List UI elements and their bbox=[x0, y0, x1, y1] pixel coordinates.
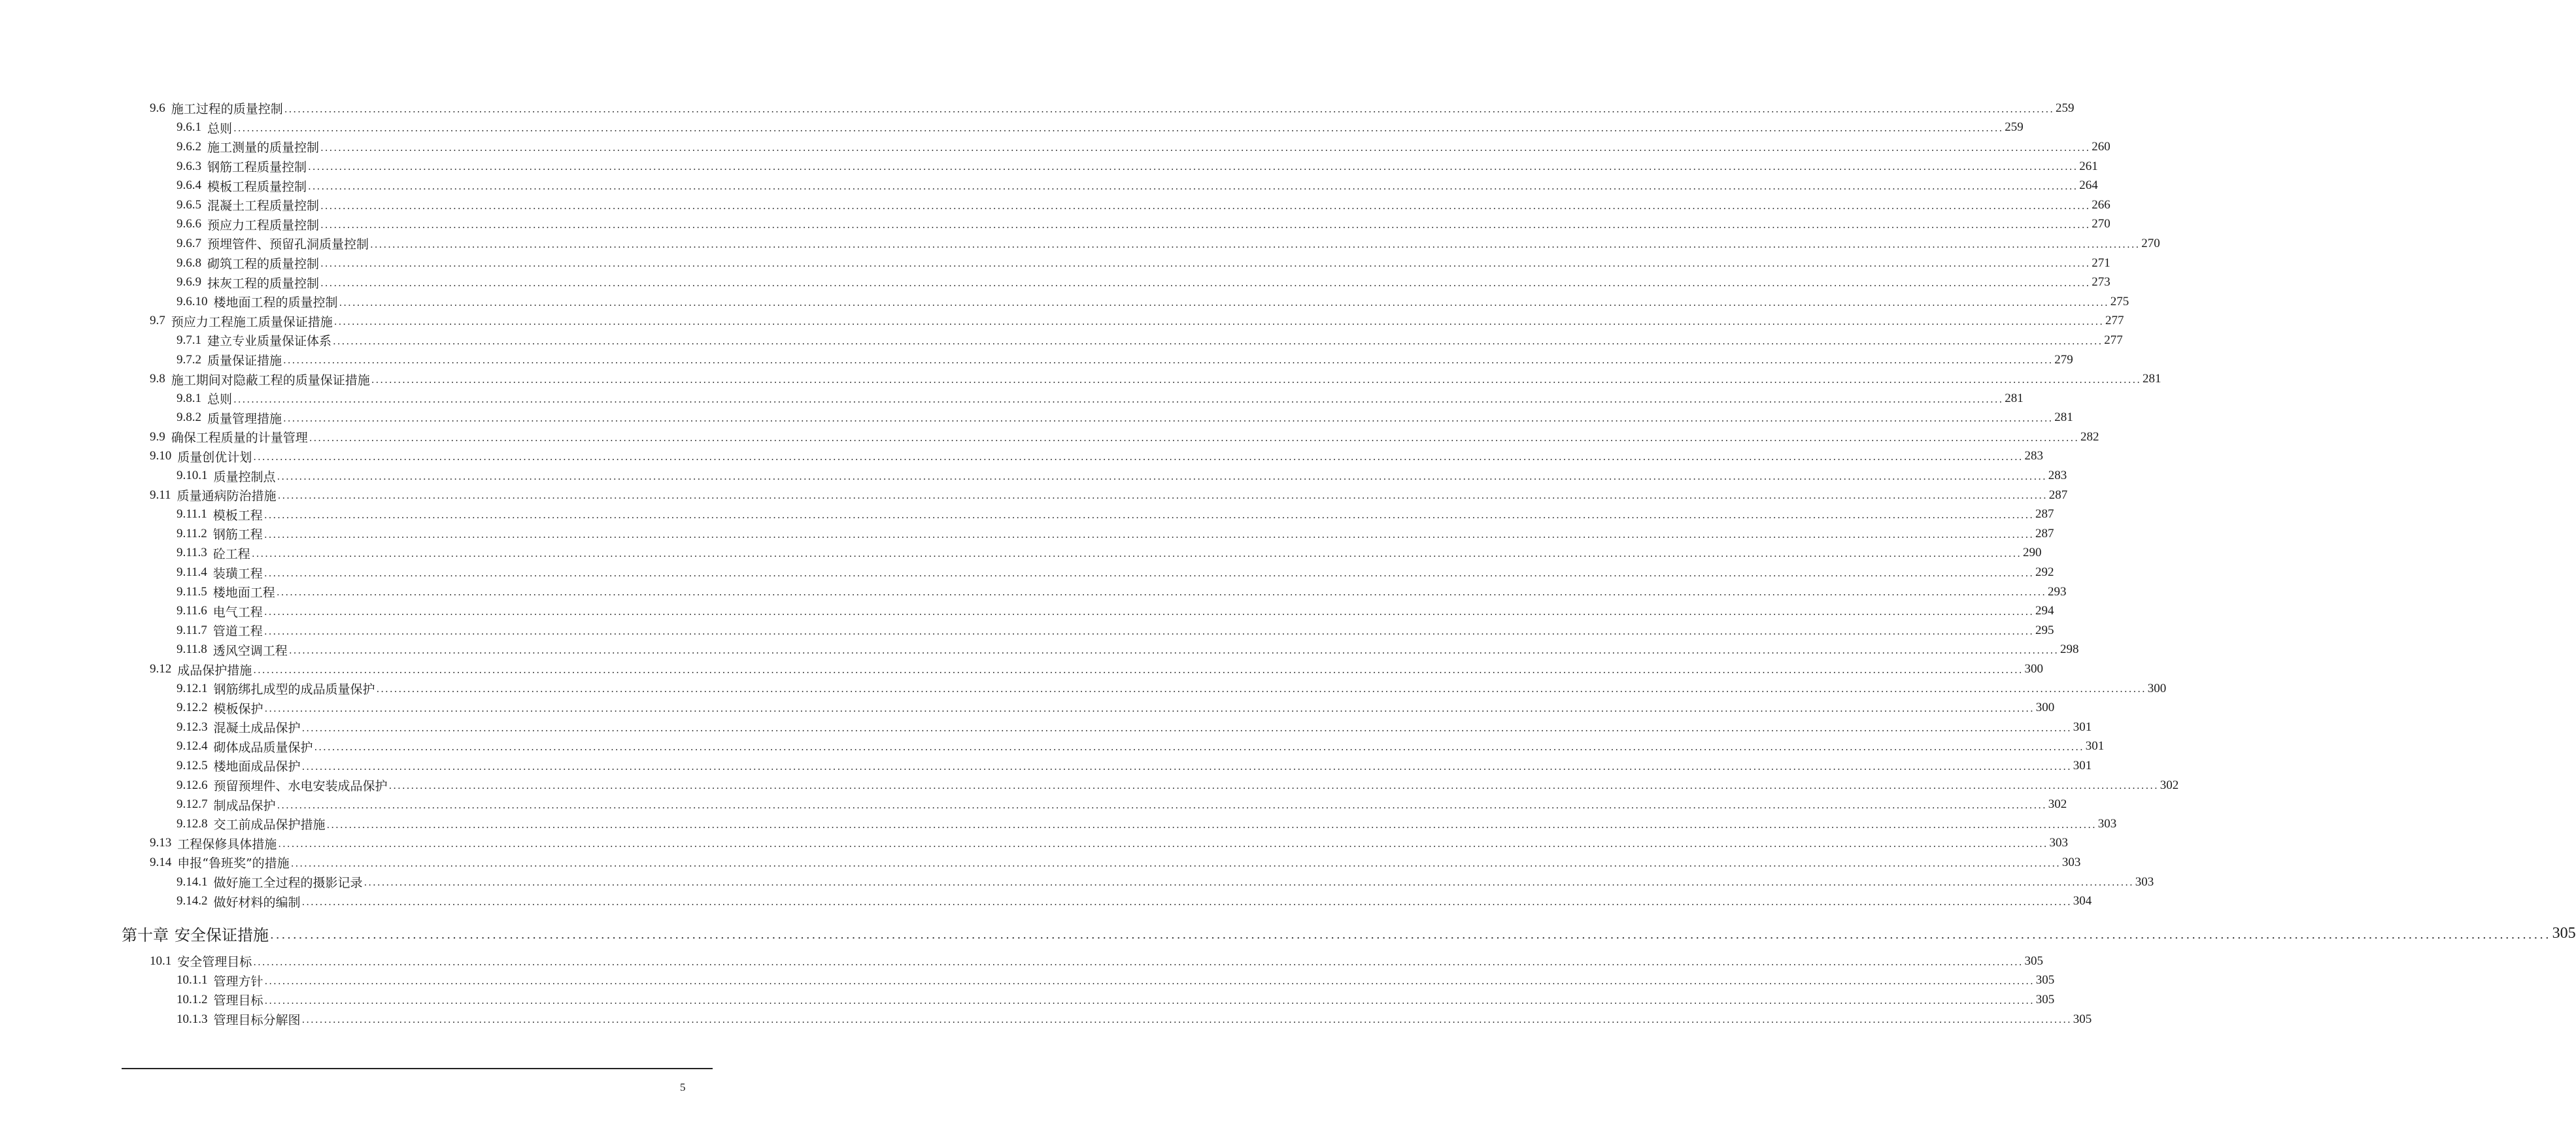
toc-entry-number: 9.7.1 bbox=[177, 333, 201, 347]
toc-entry-number: 9.12.8 bbox=[177, 816, 208, 831]
toc-entry[interactable] bbox=[0, 447, 2043, 467]
toc-entry-page: 281 bbox=[2054, 410, 2073, 425]
toc-entry-page: 301 bbox=[2073, 758, 2092, 773]
toc-entry-title: 预埋管件、预留孔洞质量控制 bbox=[207, 237, 369, 252]
footer-divider bbox=[122, 1068, 713, 1069]
toc-entry-page: 264 bbox=[2079, 178, 2098, 193]
toc-entry-number: 9.12.6 bbox=[177, 778, 208, 792]
toc-entry-title: 质量创优计划 bbox=[177, 450, 252, 465]
toc-entry-page: 282 bbox=[2080, 429, 2099, 444]
toc-entry-number: 9.6.8 bbox=[177, 256, 201, 270]
toc-entry[interactable] bbox=[0, 952, 2043, 971]
toc-entry-number: 9.6.1 bbox=[177, 120, 201, 135]
toc-dot-leader: ................................................................................................................................................................................................................................................................................................................................................................................................................ bbox=[314, 741, 2084, 754]
toc-entry[interactable] bbox=[0, 234, 2160, 254]
toc-entry-number: 9.14 bbox=[150, 855, 172, 869]
toc-entry-title: 透风空调工程 bbox=[212, 643, 288, 658]
toc-entry[interactable] bbox=[0, 563, 2054, 582]
toc-entry-page: 271 bbox=[2092, 256, 2110, 270]
toc-dot-leader: ................................................................................................................................................................................................................................................................................................................................................................................................................ bbox=[301, 722, 2072, 734]
toc-entry[interactable] bbox=[0, 118, 2024, 138]
toc-entry-title: 钢筋绑扎成型的成品质量保护 bbox=[213, 682, 375, 697]
toc-entry-number: 9.6 bbox=[150, 101, 165, 115]
toc-entry-title: 管道工程 bbox=[212, 624, 263, 639]
toc-entry-title: 砌体成品质量保护 bbox=[213, 740, 313, 755]
toc-entry-title: 质量控制点 bbox=[213, 469, 276, 484]
toc-entry-page: 283 bbox=[2048, 469, 2067, 483]
toc-dot-leader: ................................................................................................................................................................................................................................................................................................................................................................................................................ bbox=[253, 451, 2024, 463]
toc-entry-page: 305 bbox=[2035, 992, 2055, 1006]
toc-entry-page: 301 bbox=[2073, 720, 2092, 734]
toc-entry[interactable] bbox=[0, 756, 2092, 776]
toc-dot-leader: ................................................................................................................................................................................................................................................................................................................................................................................................................ bbox=[388, 780, 2159, 792]
toc-entry-number: 9.8.2 bbox=[177, 410, 201, 425]
toc-entry[interactable] bbox=[0, 157, 2098, 176]
toc-entry-title: 质量通病防治措施 bbox=[177, 489, 277, 504]
toc-entry-title: 工程保修具体措施 bbox=[177, 837, 277, 852]
toc-entry-number: 9.6.5 bbox=[177, 197, 201, 212]
toc-entry[interactable] bbox=[0, 718, 2092, 737]
toc-dot-leader: ................................................................................................................................................................................................................................................................................................................................................................................................................ bbox=[263, 528, 2035, 540]
toc-dot-leader: ................................................................................................................................................................................................................................................................................................................................................................................................................ bbox=[251, 548, 2022, 560]
toc-entry-number: 9.7 bbox=[150, 314, 165, 328]
toc-dot-leader: ................................................................................................................................................................................................................................................................................................................................................................................................................ bbox=[320, 276, 2091, 289]
toc-entry-title: 质量管理措施 bbox=[207, 411, 282, 426]
toc-entry-page: 304 bbox=[2073, 894, 2092, 908]
toc-entry-title: 电气工程 bbox=[212, 605, 263, 620]
toc-entry-number: 9.6.10 bbox=[177, 294, 208, 308]
toc-dot-leader: ................................................................................................................................................................................................................................................................................................................................................................................................................ bbox=[264, 994, 2035, 1006]
toc-dot-leader: ................................................................................................................................................................................................................................................................................................................................................................................................................ bbox=[277, 799, 2047, 811]
toc-entry-number: 9.11 bbox=[150, 488, 171, 502]
toc-entry-page: 298 bbox=[2060, 642, 2079, 657]
toc-dot-leader: ................................................................................................................................................................................................................................................................................................................................................................................................................ bbox=[283, 354, 2054, 367]
toc-dot-leader: ................................................................................................................................................................................................................................................................................................................................................................................................................ bbox=[283, 412, 2054, 425]
toc-entry[interactable] bbox=[0, 922, 2576, 946]
toc-entry[interactable] bbox=[0, 176, 2098, 195]
toc-entry-page: 301 bbox=[2085, 739, 2105, 754]
toc-entry-title: 管理目标 bbox=[213, 993, 263, 1008]
toc-entry-title: 混凝土工程质量控制 bbox=[207, 199, 320, 214]
toc-entry-page: 303 bbox=[2135, 874, 2154, 889]
toc-entry-number: 10.1.1 bbox=[177, 973, 208, 988]
toc-entry[interactable] bbox=[0, 350, 2073, 370]
toc-entry[interactable] bbox=[0, 853, 2081, 873]
toc-entry-page: 259 bbox=[2056, 101, 2075, 115]
toc-entry-title: 确保工程质量的计量管理 bbox=[171, 431, 308, 446]
toc-entry-page: 266 bbox=[2092, 197, 2110, 212]
toc-dot-leader: ................................................................................................................................................................................................................................................................................................................................................................................................................ bbox=[263, 509, 2035, 522]
toc-dot-leader: ................................................................................................................................................................................................................................................................................................................................................................................................................ bbox=[277, 470, 2047, 482]
toc-entry[interactable] bbox=[0, 990, 2055, 1010]
toc-entry[interactable] bbox=[0, 795, 2067, 814]
toc-entry-number: 9.8 bbox=[150, 372, 165, 386]
toc-entry-title: 安全管理目标 bbox=[177, 955, 252, 970]
toc-entry-page: 287 bbox=[2048, 488, 2068, 502]
toc-entry-title: 预应力工程施工质量保证措施 bbox=[171, 314, 333, 329]
toc-entry-title: 交工前成品保护措施 bbox=[213, 818, 326, 833]
toc-dot-leader: ................................................................................................................................................................................................................................................................................................................................................................................................................ bbox=[308, 180, 2078, 192]
toc-entry-page: 303 bbox=[2049, 836, 2068, 850]
toc-entry-number: 9.12.5 bbox=[177, 758, 208, 773]
toc-dot-leader: ................................................................................................................................................................................................................................................................................................................................................................................................................ bbox=[263, 606, 2035, 618]
toc-dot-leader: ................................................................................................................................................................................................................................................................................................................................................................................................................ bbox=[333, 316, 2104, 328]
toc-entry[interactable] bbox=[0, 582, 2067, 602]
page-number: 5 bbox=[680, 1081, 686, 1093]
toc-dot-leader: ................................................................................................................................................................................................................................................................................................................................................................................................................ bbox=[270, 927, 2551, 942]
toc-entry-number: 9.6.7 bbox=[177, 236, 201, 250]
toc-entry[interactable] bbox=[0, 679, 2167, 699]
toc-entry[interactable] bbox=[0, 1010, 2092, 1029]
toc-dot-leader: ................................................................................................................................................................................................................................................................................................................................................................................................................ bbox=[264, 703, 2035, 714]
toc-entry-page: 277 bbox=[2104, 333, 2123, 347]
toc-entry-title: 模板工程 bbox=[212, 508, 263, 523]
toc-dot-leader: ................................................................................................................................................................................................................................................................................................................................................................................................................ bbox=[290, 857, 2061, 869]
toc-entry-page: 300 bbox=[2035, 701, 2055, 715]
toc-entry-page: 260 bbox=[2092, 139, 2110, 154]
toc-entry[interactable] bbox=[0, 776, 2179, 795]
toc-entry-page: 295 bbox=[2035, 623, 2054, 637]
toc-entry-title: 建立专业质量保证体系 bbox=[207, 334, 332, 349]
toc-entry[interactable] bbox=[0, 621, 2054, 640]
toc-entry[interactable] bbox=[0, 524, 2054, 544]
toc-dot-leader: ................................................................................................................................................................................................................................................................................................................................................................................................................ bbox=[339, 296, 2109, 308]
toc-dot-leader: ................................................................................................................................................................................................................................................................................................................................................................................................................ bbox=[320, 141, 2091, 154]
toc-entry-number: 9.7.2 bbox=[177, 352, 201, 367]
toc-entry-title: 装璜工程 bbox=[212, 566, 263, 581]
toc-entry-number: 9.12 bbox=[150, 662, 172, 676]
toc-entry-title: 楼地面工程的质量控制 bbox=[213, 295, 338, 310]
toc-entry-title: 钢筋工程 bbox=[212, 527, 263, 542]
toc-entry-number: 10.1.2 bbox=[177, 992, 208, 1006]
toc-dot-leader: ................................................................................................................................................................................................................................................................................................................................................................................................................ bbox=[326, 818, 2097, 831]
toc-entry-number: 9.11.4 bbox=[177, 565, 207, 580]
toc-dot-leader: ................................................................................................................................................................................................................................................................................................................................................................................................................ bbox=[364, 876, 2134, 889]
toc-entry-page: 302 bbox=[2048, 797, 2067, 812]
toc-entry-page: 305 bbox=[2035, 973, 2055, 988]
toc-entry-page: 293 bbox=[2048, 584, 2067, 599]
toc-entry[interactable] bbox=[0, 505, 2054, 524]
toc-dot-leader: ................................................................................................................................................................................................................................................................................................................................................................................................................ bbox=[278, 838, 2048, 850]
toc-entry-number: 9.14.2 bbox=[177, 894, 208, 908]
toc-entry-number: 第十章 bbox=[122, 927, 169, 945]
toc-entry-number: 9.9 bbox=[150, 429, 165, 444]
toc-dot-leader: ................................................................................................................................................................................................................................................................................................................................................................................................................ bbox=[370, 238, 2141, 250]
toc-entry-page: 305 bbox=[2552, 925, 2576, 942]
toc-dot-leader: ................................................................................................................................................................................................................................................................................................................................................................................................................ bbox=[301, 895, 2072, 908]
toc-entry-title: 楼地面工程 bbox=[212, 586, 275, 601]
toc-entry[interactable] bbox=[0, 814, 2117, 834]
toc-entry[interactable] bbox=[0, 195, 2110, 215]
toc-entry-number: 9.11.1 bbox=[177, 507, 207, 522]
toc-entry-title: 施工测量的质量控制 bbox=[207, 141, 320, 156]
toc-entry[interactable] bbox=[0, 427, 2099, 447]
toc-entry-page: 270 bbox=[2092, 217, 2110, 231]
toc-entry-page: 261 bbox=[2079, 159, 2098, 173]
toc-entry-title: 管理目标分解图 bbox=[213, 1013, 301, 1028]
toc-entry-number: 9.12.4 bbox=[177, 739, 208, 754]
toc-entry-page: 305 bbox=[2024, 954, 2043, 968]
toc-entry-page: 279 bbox=[2054, 352, 2073, 367]
toc-entry-title: 混凝土成品保护 bbox=[213, 721, 301, 736]
toc-entry[interactable] bbox=[0, 215, 2110, 235]
toc-dot-leader: ................................................................................................................................................................................................................................................................................................................................................................................................................ bbox=[233, 122, 2004, 135]
toc-entry-number: 9.6.6 bbox=[177, 217, 201, 231]
toc-entry-title: 砼工程 bbox=[212, 546, 250, 561]
toc-dot-leader: ................................................................................................................................................................................................................................................................................................................................................................................................................ bbox=[263, 567, 2035, 579]
toc-dot-leader: ................................................................................................................................................................................................................................................................................................................................................................................................................ bbox=[320, 219, 2091, 231]
toc-entry-title: 做好施工全过程的摄影记录 bbox=[213, 876, 363, 891]
toc-entry-number: 9.6.9 bbox=[177, 275, 201, 290]
toc-dot-leader: ................................................................................................................................................................................................................................................................................................................................................................................................................ bbox=[308, 161, 2078, 173]
toc-entry[interactable] bbox=[0, 601, 2054, 621]
toc-entry-title: 施工过程的质量控制 bbox=[171, 102, 283, 117]
toc-entry-number: 9.12.1 bbox=[177, 681, 208, 695]
toc-dot-leader: ................................................................................................................................................................................................................................................................................................................................................................................................................ bbox=[371, 373, 2141, 386]
toc-entry[interactable] bbox=[0, 273, 2110, 292]
toc-entry[interactable] bbox=[0, 331, 2123, 350]
toc-entry-page: 300 bbox=[2024, 662, 2043, 676]
toc-entry-title: 做好材料的编制 bbox=[213, 895, 301, 910]
toc-entry[interactable] bbox=[0, 737, 2105, 757]
toc-entry-number: 10.1.3 bbox=[177, 1012, 208, 1026]
toc-entry[interactable] bbox=[0, 312, 2124, 331]
toc-entry-number: 9.12.7 bbox=[177, 797, 208, 812]
toc-entry-number: 9.6.3 bbox=[177, 159, 201, 173]
toc-entry-page: 273 bbox=[2092, 275, 2110, 290]
toc-entry-number: 9.6.2 bbox=[177, 139, 201, 154]
toc-entry[interactable] bbox=[0, 486, 2068, 505]
toc-entry[interactable] bbox=[0, 659, 2043, 679]
toc-entry-page: 294 bbox=[2035, 604, 2054, 618]
toc-entry[interactable] bbox=[0, 292, 2129, 312]
toc-dot-leader: ................................................................................................................................................................................................................................................................................................................................................................................................................ bbox=[233, 393, 2004, 405]
toc-entry-page: 287 bbox=[2035, 507, 2054, 522]
toc-entry[interactable] bbox=[0, 891, 2092, 911]
toc-dot-leader: ................................................................................................................................................................................................................................................................................................................................................................................................................ bbox=[276, 586, 2047, 599]
toc-entry-number: 9.6.4 bbox=[177, 178, 201, 193]
toc-entry-title: 安全保证措施 bbox=[175, 926, 269, 945]
toc-entry[interactable] bbox=[0, 698, 2055, 718]
toc-dot-leader: ................................................................................................................................................................................................................................................................................................................................................................................................................ bbox=[253, 663, 2024, 676]
toc-entry[interactable] bbox=[0, 544, 2042, 563]
toc-entry-title: 管理方针 bbox=[213, 974, 263, 989]
toc-entry-page: 302 bbox=[2160, 778, 2179, 792]
toc-entry-number: 9.10.1 bbox=[177, 469, 208, 483]
toc-entry[interactable] bbox=[0, 389, 2024, 408]
toc-entry-number: 9.8.1 bbox=[177, 391, 201, 405]
toc-entry-title: 预应力工程质量控制 bbox=[207, 218, 320, 233]
toc-dot-leader: ................................................................................................................................................................................................................................................................................................................................................................................................................ bbox=[320, 199, 2091, 212]
toc-entry-page: 300 bbox=[2147, 681, 2167, 695]
toc-entry[interactable] bbox=[0, 640, 2079, 660]
toc-dot-leader: ................................................................................................................................................................................................................................................................................................................................................................................................................ bbox=[284, 103, 2054, 115]
toc-entry-page: 281 bbox=[2005, 391, 2024, 405]
toc-entry-number: 9.13 bbox=[150, 836, 172, 850]
toc-entry-title: 施工期间对隐蔽工程的质量保证措施 bbox=[171, 373, 370, 388]
toc-entry-title: 钢筋工程质量控制 bbox=[207, 160, 307, 175]
toc-dot-leader: ................................................................................................................................................................................................................................................................................................................................................................................................................ bbox=[309, 431, 2079, 444]
toc-entry-number: 10.1 bbox=[150, 954, 172, 968]
toc-entry-page: 303 bbox=[2061, 855, 2081, 869]
toc-entry[interactable] bbox=[0, 254, 2110, 273]
toc-entry-page: 281 bbox=[2143, 372, 2161, 386]
toc-dot-leader: ................................................................................................................................................................................................................................................................................................................................................................................................................ bbox=[376, 683, 2146, 695]
toc-entry-title: 总则 bbox=[207, 121, 233, 136]
toc-entry-number: 9.10 bbox=[150, 449, 172, 463]
toc-entry-page: 270 bbox=[2141, 236, 2160, 250]
toc-entry-title: 预留预埋件、水电安装成品保护 bbox=[213, 779, 388, 794]
toc-entry-number: 9.11.8 bbox=[177, 642, 207, 657]
toc-entry[interactable] bbox=[0, 369, 2161, 389]
toc-entry-page: 275 bbox=[2110, 294, 2129, 308]
toc-entry-page: 292 bbox=[2035, 565, 2054, 580]
toc-entry-page: 290 bbox=[2023, 546, 2042, 560]
toc-entry-title: 制成品保护 bbox=[213, 798, 276, 813]
toc-entry-page: 287 bbox=[2035, 526, 2054, 540]
toc-entry[interactable] bbox=[0, 466, 2067, 486]
toc-entry-title: 质量保证措施 bbox=[207, 354, 282, 369]
table-of-contents bbox=[0, 99, 2576, 1029]
toc-entry-number: 9.11.3 bbox=[177, 546, 207, 560]
toc-entry-page: 277 bbox=[2105, 314, 2124, 328]
toc-entry-title: 模板工程质量控制 bbox=[207, 179, 307, 194]
toc-entry-title: 申报“鲁班奖”的措施 bbox=[177, 856, 290, 871]
toc-entry-page: 305 bbox=[2073, 1012, 2092, 1026]
toc-entry[interactable] bbox=[0, 971, 2055, 991]
toc-entry-number: 9.14.1 bbox=[177, 874, 208, 889]
toc-entry-number: 9.11.5 bbox=[177, 584, 207, 599]
toc-entry-page: 259 bbox=[2005, 120, 2024, 135]
toc-dot-leader: ................................................................................................................................................................................................................................................................................................................................................................................................................ bbox=[263, 625, 2035, 637]
toc-entry-title: 抹灰工程的质量控制 bbox=[207, 276, 320, 291]
toc-dot-leader: ................................................................................................................................................................................................................................................................................................................................................................................................................ bbox=[288, 644, 2059, 657]
toc-entry[interactable] bbox=[0, 408, 2073, 428]
toc-entry-number: 9.12.3 bbox=[177, 720, 208, 734]
toc-entry-number: 9.11.2 bbox=[177, 526, 207, 540]
toc-entry-title: 砌筑工程的质量控制 bbox=[207, 257, 320, 272]
toc-entry-number: 9.12.2 bbox=[177, 701, 208, 715]
toc-dot-leader: ................................................................................................................................................................................................................................................................................................................................................................................................................ bbox=[264, 975, 2035, 988]
toc-entry-page: 303 bbox=[2097, 816, 2117, 831]
toc-entry-title: 模板保护 bbox=[213, 701, 263, 716]
toc-entry-title: 成品保护措施 bbox=[177, 663, 252, 678]
toc-entry-page: 283 bbox=[2024, 449, 2043, 463]
toc-entry-number: 9.11.7 bbox=[177, 623, 207, 637]
toc-dot-leader: ................................................................................................................................................................................................................................................................................................................................................................................................................ bbox=[301, 760, 2072, 773]
toc-dot-leader: ................................................................................................................................................................................................................................................................................................................................................................................................................ bbox=[253, 956, 2024, 968]
toc-entry[interactable] bbox=[0, 834, 2068, 854]
toc-dot-leader: ................................................................................................................................................................................................................................................................................................................................................................................................................ bbox=[320, 258, 2091, 270]
toc-dot-leader: ................................................................................................................................................................................................................................................................................................................................................................................................................ bbox=[301, 1014, 2072, 1026]
toc-entry-title: 总则 bbox=[207, 392, 233, 407]
toc-entry-title: 楼地面成品保护 bbox=[213, 759, 301, 774]
toc-entry[interactable] bbox=[0, 873, 2154, 892]
toc-entry-number: 9.11.6 bbox=[177, 604, 207, 618]
toc-dot-leader: ................................................................................................................................................................................................................................................................................................................................................................................................................ bbox=[333, 335, 2103, 347]
toc-entry[interactable] bbox=[0, 137, 2110, 157]
toc-entry[interactable] bbox=[0, 99, 2075, 118]
toc-dot-leader: ................................................................................................................................................................................................................................................................................................................................................................................................................ bbox=[277, 490, 2048, 502]
